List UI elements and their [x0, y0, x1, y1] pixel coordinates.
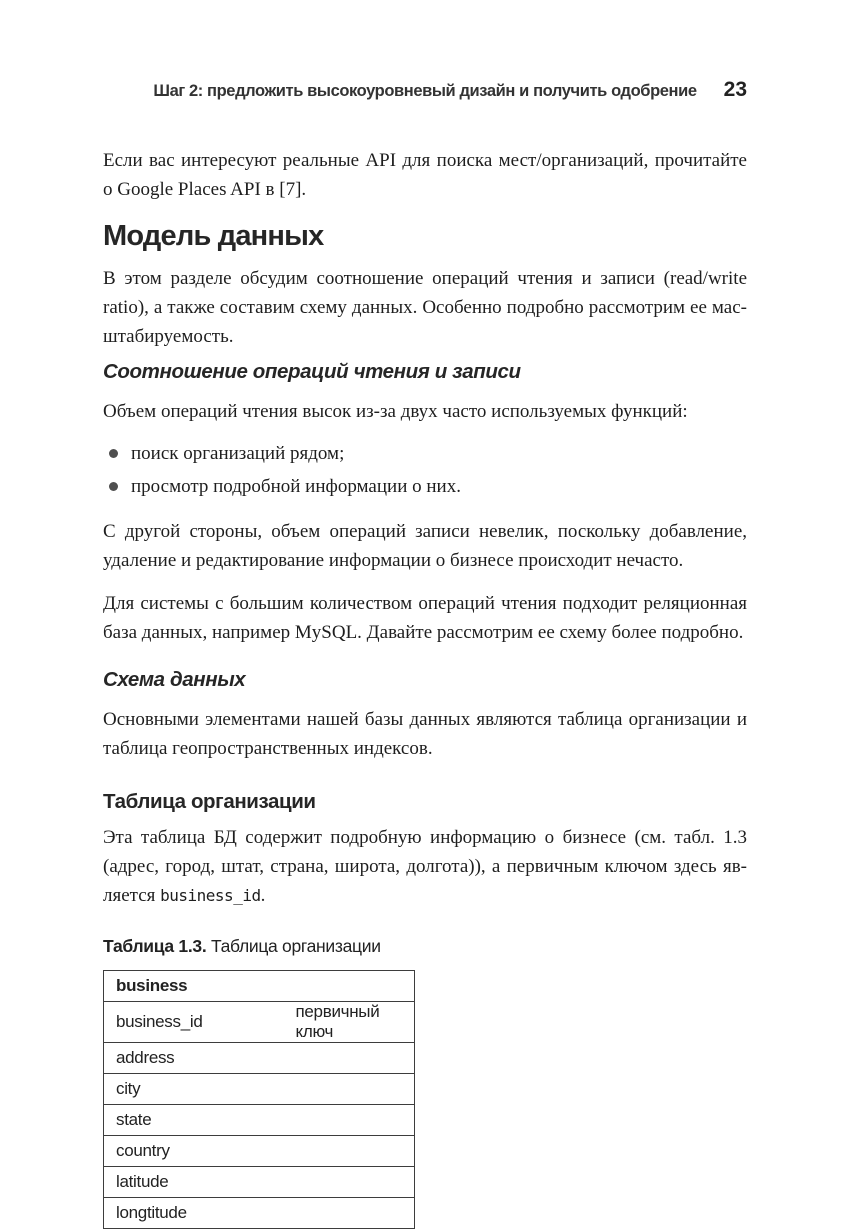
field-name-cell: business_id	[104, 1002, 284, 1043]
field-note-cell	[284, 1105, 415, 1136]
table-caption-text: Таблица организации	[206, 936, 381, 957]
table-header-cell: business	[104, 971, 415, 1002]
bullet-list	[103, 439, 747, 501]
field-note-cell	[284, 1198, 415, 1229]
field-name-cell: latitude	[104, 1167, 284, 1198]
field-name-cell: city	[104, 1074, 284, 1105]
table-row	[104, 1074, 415, 1105]
bullet-item	[103, 472, 747, 501]
table-row	[104, 1105, 415, 1136]
field-note-cell	[284, 1043, 415, 1074]
field-name-cell: longtitude	[104, 1198, 284, 1229]
table-header-row	[104, 971, 415, 1002]
field-note-cell: первичный ключ	[284, 1002, 415, 1043]
table-row	[104, 1043, 415, 1074]
field-name-cell: state	[104, 1105, 284, 1136]
bullet-item-label: поиск организаций рядом;	[131, 442, 345, 464]
table-row	[104, 1002, 415, 1043]
writes-paragraph: С другой стороны, объем операций записи невелик, поскольку добавление, удаление и редактирование информации о бизнесе происходит нечасто.	[103, 520, 747, 571]
table-caption-label: Таблица 1.3.	[103, 936, 207, 957]
business-table	[103, 970, 415, 1229]
field-name-cell: country	[104, 1136, 284, 1167]
intro-paragraph: Если вас интересуют реальные API для поиска мест/организаций, прочитайте о Google Places API в [7].	[103, 150, 747, 200]
field-note-cell	[284, 1167, 415, 1198]
field-note-cell	[284, 1136, 415, 1167]
bullet-icon	[109, 482, 118, 491]
table-row	[104, 1198, 415, 1229]
data-model-paragraph: В этом разделе обсудим соотношение операций чтения и записи (read/write ratio), а также составим схему данных. Особенно подробно рассмотрим ее масштабируемость.	[103, 268, 747, 348]
running-head-title: Шаг 2: предложить высокоуровневый дизайн и получить одобрение	[153, 82, 697, 100]
table-row	[104, 1136, 415, 1167]
table-row	[104, 1167, 415, 1198]
field-note-cell	[284, 1074, 415, 1105]
section-title-data-model: Модель данных	[103, 220, 324, 252]
page-number: 23	[723, 78, 747, 101]
paragraph-text-before-code: Эта таблица БД содержит подробную информацию о бизнесе (см. табл. 1.3 (адрес, город, штат, страна, широта, долгота)), а первичным ключом здесь является	[103, 827, 747, 907]
running-head	[103, 78, 747, 102]
subsection-title-schema: Схема данных	[103, 667, 246, 691]
subsection-title-read-write: Соотношение операций чтения и записи	[103, 360, 521, 384]
inline-code: business_id	[160, 886, 261, 906]
bullet-item	[103, 439, 747, 468]
paragraph-text-after-code: .	[260, 885, 266, 907]
read-volume-paragraph: Объем операций чтения высок из-за двух часто используемых функций:	[103, 400, 688, 422]
field-name-cell: address	[104, 1043, 284, 1074]
bullet-item-label: просмотр подробной информации о них.	[131, 475, 461, 497]
bullet-icon	[109, 449, 118, 458]
business-table-paragraph	[103, 823, 747, 910]
schema-paragraph: Основными элементами нашей базы данных являются таблица организации и таблица геопространственных индексов.	[103, 708, 747, 759]
business-table-title: Таблица организации	[103, 789, 316, 813]
table-caption	[103, 936, 747, 957]
mysql-paragraph: Для системы с большим количеством операций чтения подходит реляционная база данных, например MySQL. Давайте рассмотрим ее схему более подробно.	[103, 592, 747, 643]
